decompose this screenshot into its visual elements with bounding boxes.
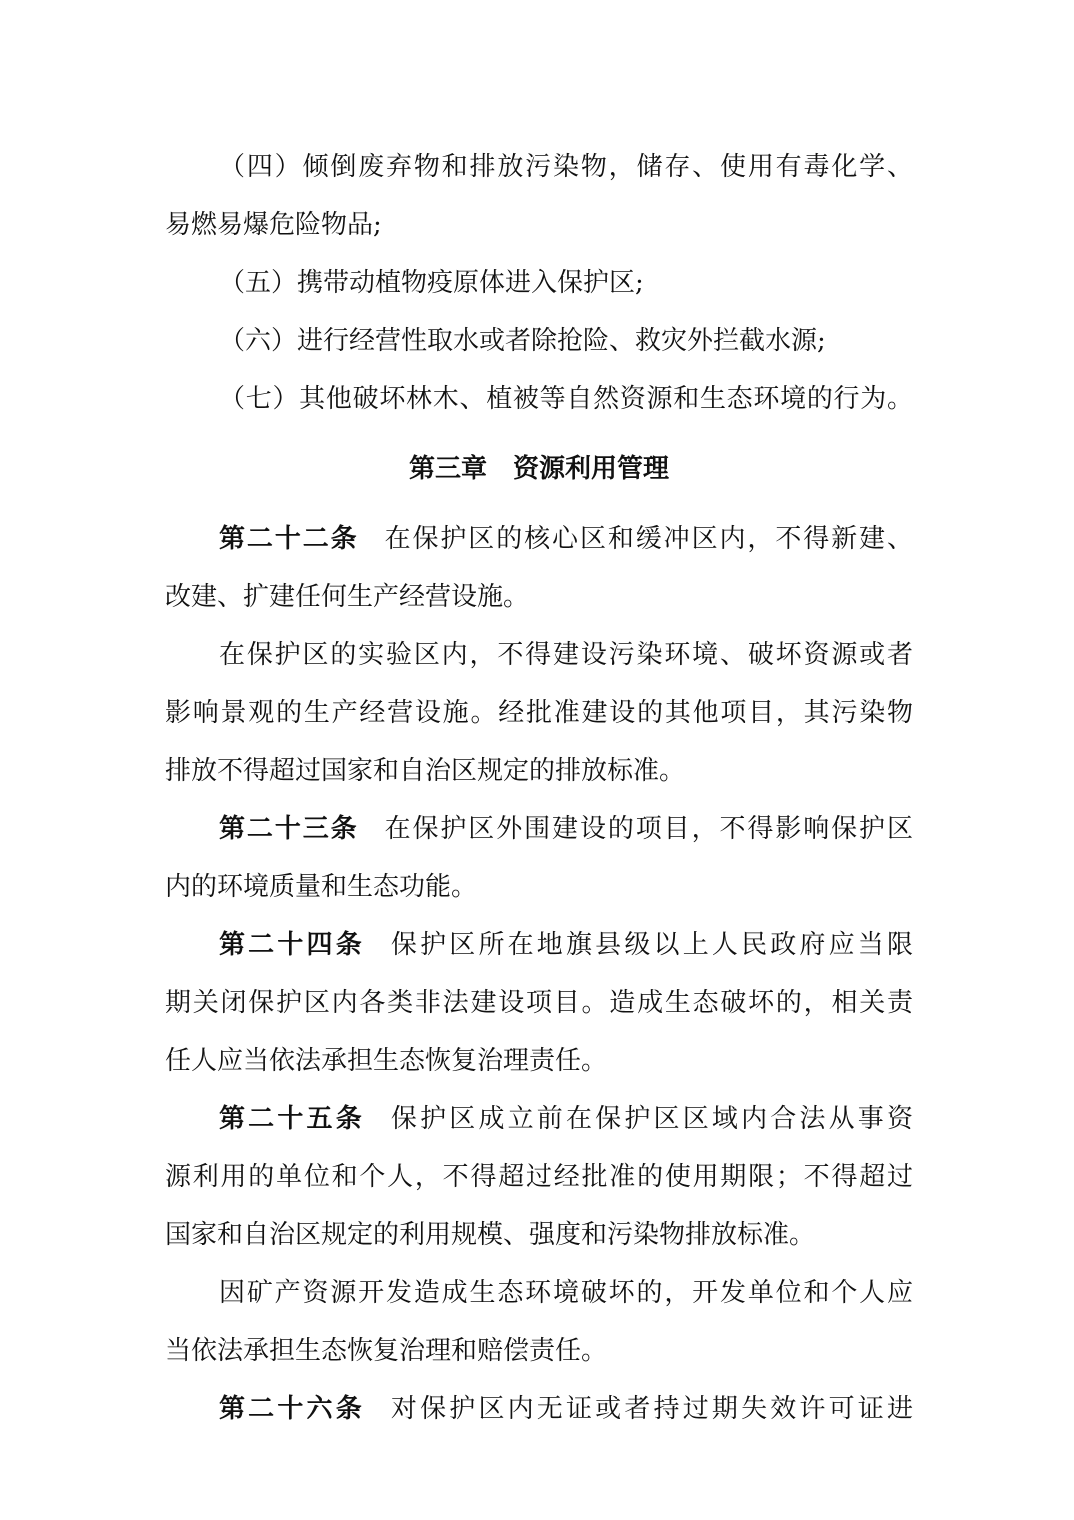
article-23-line-1	[165, 800, 913, 858]
item-seven: （七）其他破坏林木、植被等自然资源和生态环境的行为。	[219, 384, 913, 414]
article-23-number: 第二十三条	[219, 814, 359, 844]
article-26-text-1: 对保护区内无证或者持过期失效许可证进	[390, 1394, 913, 1424]
article-25-line-1	[165, 1090, 913, 1148]
article-25-text-1: 保护区成立前在保护区区域内合法从事资	[390, 1104, 913, 1134]
article-23-text-1: 在保护区外围建设的项目，不得影响保护区	[384, 814, 913, 844]
article-24-line-3: 任人应当依法承担生态恢复治理责任。	[165, 1046, 608, 1076]
article-25-number: 第二十五条	[219, 1104, 365, 1134]
article-26-number: 第二十六条	[219, 1394, 365, 1424]
article-22-number: 第二十二条	[219, 524, 359, 554]
article-26-line-1	[165, 1380, 913, 1438]
article-22-text-1: 在保护区的核心区和缓冲区内，不得新建、	[384, 524, 913, 554]
article-25-p2-line-2: 当依法承担生态恢复治理和赔偿责任。	[165, 1336, 608, 1366]
article-22-line-2: 改建、扩建任何生产经营设施。	[165, 582, 530, 612]
article-22-line-1	[165, 510, 913, 568]
article-24-number: 第二十四条	[219, 930, 365, 960]
item-four-line-1: （四）倾倒废弃物和排放污染物，储存、使用有毒化学、	[219, 152, 913, 182]
article-22-p2-line-1: 在保护区的实验区内，不得建设污染环境、破坏资源或者	[219, 640, 913, 670]
item-four-line-2: 易燃易爆危险物品;	[165, 210, 382, 240]
item-six: （六）进行经营性取水或者除抢险、救灾外拦截水源;	[219, 326, 826, 356]
article-24-line-1	[165, 916, 913, 974]
chapter-title: 第三章 资源利用管理	[408, 454, 669, 484]
item-five: （五）携带动植物疫原体进入保护区;	[219, 268, 644, 298]
article-22-p2-line-3: 排放不得超过国家和自治区规定的排放标准。	[165, 756, 686, 786]
article-24-line-2: 期关闭保护区内各类非法建设项目。造成生态破坏的，相关责	[165, 988, 913, 1018]
article-22-p2-line-2: 影响景观的生产经营设施。经批准建设的其他项目，其污染物	[165, 698, 913, 728]
article-25-line-3: 国家和自治区规定的利用规模、强度和污染物排放标准。	[165, 1220, 816, 1250]
article-25-p2-line-1: 因矿产资源开发造成生态环境破坏的，开发单位和个人应	[219, 1278, 913, 1308]
article-25-line-2: 源利用的单位和个人，不得超过经批准的使用期限；不得超过	[165, 1162, 913, 1192]
document-page	[165, 138, 913, 1438]
article-24-text-1: 保护区所在地旗县级以上人民政府应当限	[390, 930, 913, 960]
article-23-line-2: 内的环境质量和生态功能。	[165, 872, 478, 902]
